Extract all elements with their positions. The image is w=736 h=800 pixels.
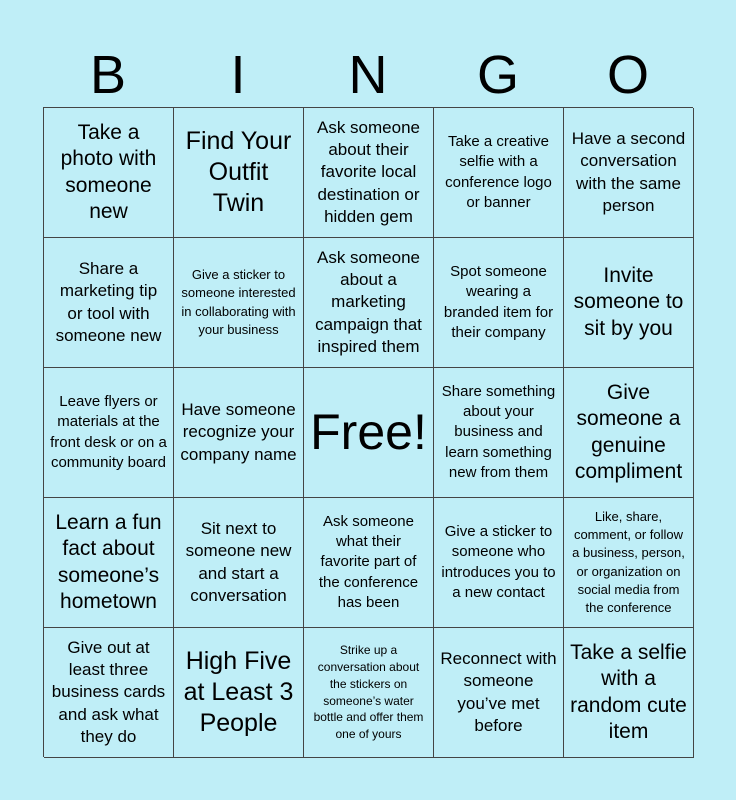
bingo-square[interactable]: Take a selfie with a random cute item <box>564 628 694 758</box>
header-letter-o: O <box>606 45 649 105</box>
header-letter-n: N <box>348 45 388 105</box>
bingo-square[interactable]: Learn a fun fact about someone’s hometown <box>44 498 174 628</box>
header-letter-g: G <box>476 45 519 105</box>
bingo-square[interactable]: Have a second conversation with the same person <box>564 108 694 238</box>
bingo-square[interactable]: Reconnect with someone you’ve met before <box>434 628 564 758</box>
bingo-square[interactable]: Take a creative selfie with a conference logo or banner <box>434 108 564 238</box>
bingo-square[interactable]: Like, share, comment, or follow a business, person, or organization on social media from the conference <box>564 498 694 628</box>
bingo-square[interactable]: Ask someone about a marketing campaign that inspired them <box>304 238 434 368</box>
bingo-square[interactable]: Share a marketing tip or tool with someone new <box>44 238 174 368</box>
bingo-square[interactable]: Ask someone what their favorite part of the conference has been <box>304 498 434 628</box>
bingo-board <box>43 107 693 757</box>
bingo-square[interactable]: Strike up a conversation about the stickers on someone’s water bottle and offer them one of yours <box>304 628 434 758</box>
bingo-square[interactable]: Give out at least three business cards and ask what they do <box>44 628 174 758</box>
bingo-square[interactable]: Take a photo with someone new <box>44 108 174 238</box>
bingo-square[interactable]: Find Your Outfit Twin <box>174 108 304 238</box>
free-square[interactable]: Free! <box>304 368 434 498</box>
bingo-square[interactable]: Leave flyers or materials at the front desk or on a community board <box>44 368 174 498</box>
bingo-square[interactable]: High Five at Least 3 People <box>174 628 304 758</box>
header-letter-i: I <box>230 45 246 105</box>
bingo-square[interactable]: Share something about your business and learn something new from them <box>434 368 564 498</box>
bingo-square[interactable]: Ask someone about their favorite local destination or hidden gem <box>304 108 434 238</box>
bingo-square[interactable]: Invite someone to sit by you <box>564 238 694 368</box>
bingo-square[interactable]: Give someone a genuine compliment <box>564 368 694 498</box>
bingo-square[interactable]: Have someone recognize your company name <box>174 368 304 498</box>
bingo-square[interactable]: Give a sticker to someone who introduces you to a new contact <box>434 498 564 628</box>
bingo-square[interactable]: Sit next to someone new and start a conversation <box>174 498 304 628</box>
bingo-square[interactable]: Give a sticker to someone interested in collaborating with your business <box>174 238 304 368</box>
bingo-square[interactable]: Spot someone wearing a branded item for their company <box>434 238 564 368</box>
header-letter-b: B <box>89 45 127 105</box>
bingo-header <box>43 44 693 106</box>
